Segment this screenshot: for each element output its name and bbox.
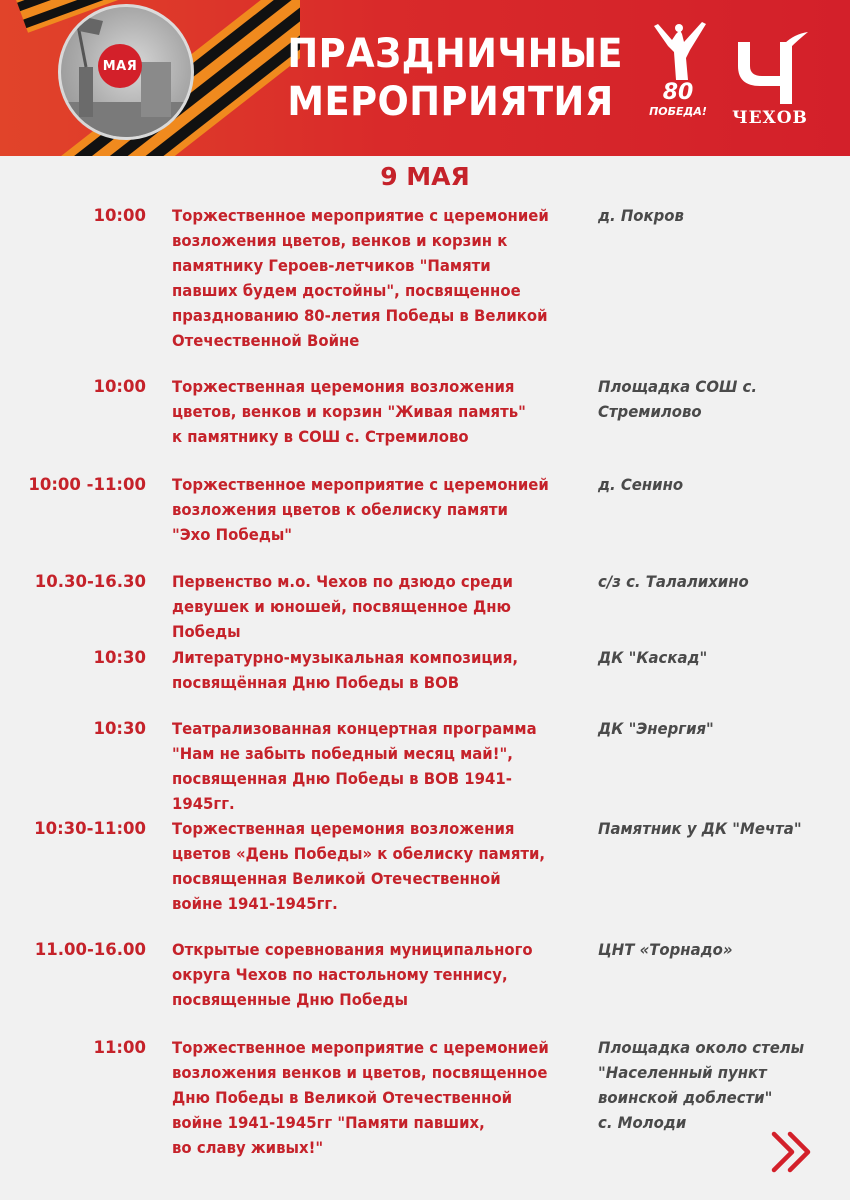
event-time: 10.30-16.30 (34, 572, 146, 591)
double-chevron-right-icon[interactable] (768, 1130, 818, 1174)
event-place: Площадка около стелы "Населенный пункт воинской доблести" с. Молоди (598, 1038, 805, 1132)
date-heading: 9 МАЯ (380, 162, 470, 191)
event-description: Торжественное мероприятие с церемонией возложения цветов, венков и корзин к памятнику Героев-летчиков "Памяти павших будем достойны", посвященное празднованию 80-летия Победы в Великой Отечественной Войне (172, 206, 549, 350)
event-place: ЦНТ «Торнадо» (598, 940, 733, 959)
header-banner (0, 0, 850, 156)
event-place: Памятник у ДК "Мечта" (598, 819, 802, 838)
event-description: Торжественное мероприятие с церемонией возложения цветов к обелиску памяти "Эхо Победы" (172, 475, 549, 544)
event-place: с/з с. Талалихино (598, 572, 749, 591)
event-time: 10:00 (93, 377, 146, 396)
title-line-1: ПРАЗДНИЧНЫЕ (287, 31, 624, 77)
event-time: 11.00-16.00 (34, 940, 146, 959)
event-time: 10:30 (93, 648, 146, 667)
event-description: Первенство м.о. Чехов по дзюдо среди девушек и юношей, посвященное Дню Победы (172, 572, 513, 641)
event-description: Торжественная церемония возложения цветов, венков и корзин "Живая память" к памятнику в СОШ с. Стремилово (172, 377, 526, 446)
event-time: 11:00 (93, 1038, 146, 1057)
event-place: ДК "Каскад" (598, 648, 708, 667)
victory-80-word: ПОБЕДА! (649, 105, 707, 118)
title-line-2: МЕРОПРИЯТИЯ (287, 79, 614, 125)
chekhov-ch-logo-icon (728, 30, 812, 110)
event-time: 10:30-11:00 (34, 819, 146, 838)
event-description: Литературно-музыкальная композиция, посвящённая Дню Победы в ВОВ (172, 648, 519, 692)
event-description: Торжественная церемония возложения цветов «День Победы» к обелиску памяти, посвященная Великой Отечественной войне 1941-1945гг. (172, 819, 546, 913)
event-time: 10:00 (93, 206, 146, 225)
event-description: Торжественное мероприятие с церемонией возложения венков и цветов, посвященное Дню Победы в Великой Отечественной войне 1941-1945гг "Памяти павших, во славу живых!" (172, 1038, 549, 1157)
event-description: Открытые соревнования муниципального округа Чехов по настольному теннису, посвященные Дню Победы (172, 940, 533, 1009)
event-description: Театрализованная концертная программа "Нам не забыть победный месяц май!", посвященная Дню Победы в ВОВ 1941-1945гг. (172, 719, 537, 813)
event-place: ДК "Энергия" (598, 719, 714, 738)
may-badge: МАЯ (98, 44, 142, 88)
page-title (287, 30, 624, 126)
event-place: Площадка СОШ с. Стремилово (598, 377, 758, 421)
event-time: 10:00 -11:00 (28, 475, 146, 494)
victory-80-number: 80 (662, 80, 694, 105)
event-place: д. Покров (598, 206, 684, 225)
event-place: д. Сенино (598, 475, 684, 494)
city-name: ЧЕХОВ (732, 108, 808, 128)
event-time: 10:30 (93, 719, 146, 738)
victory-80-logo (643, 82, 713, 120)
